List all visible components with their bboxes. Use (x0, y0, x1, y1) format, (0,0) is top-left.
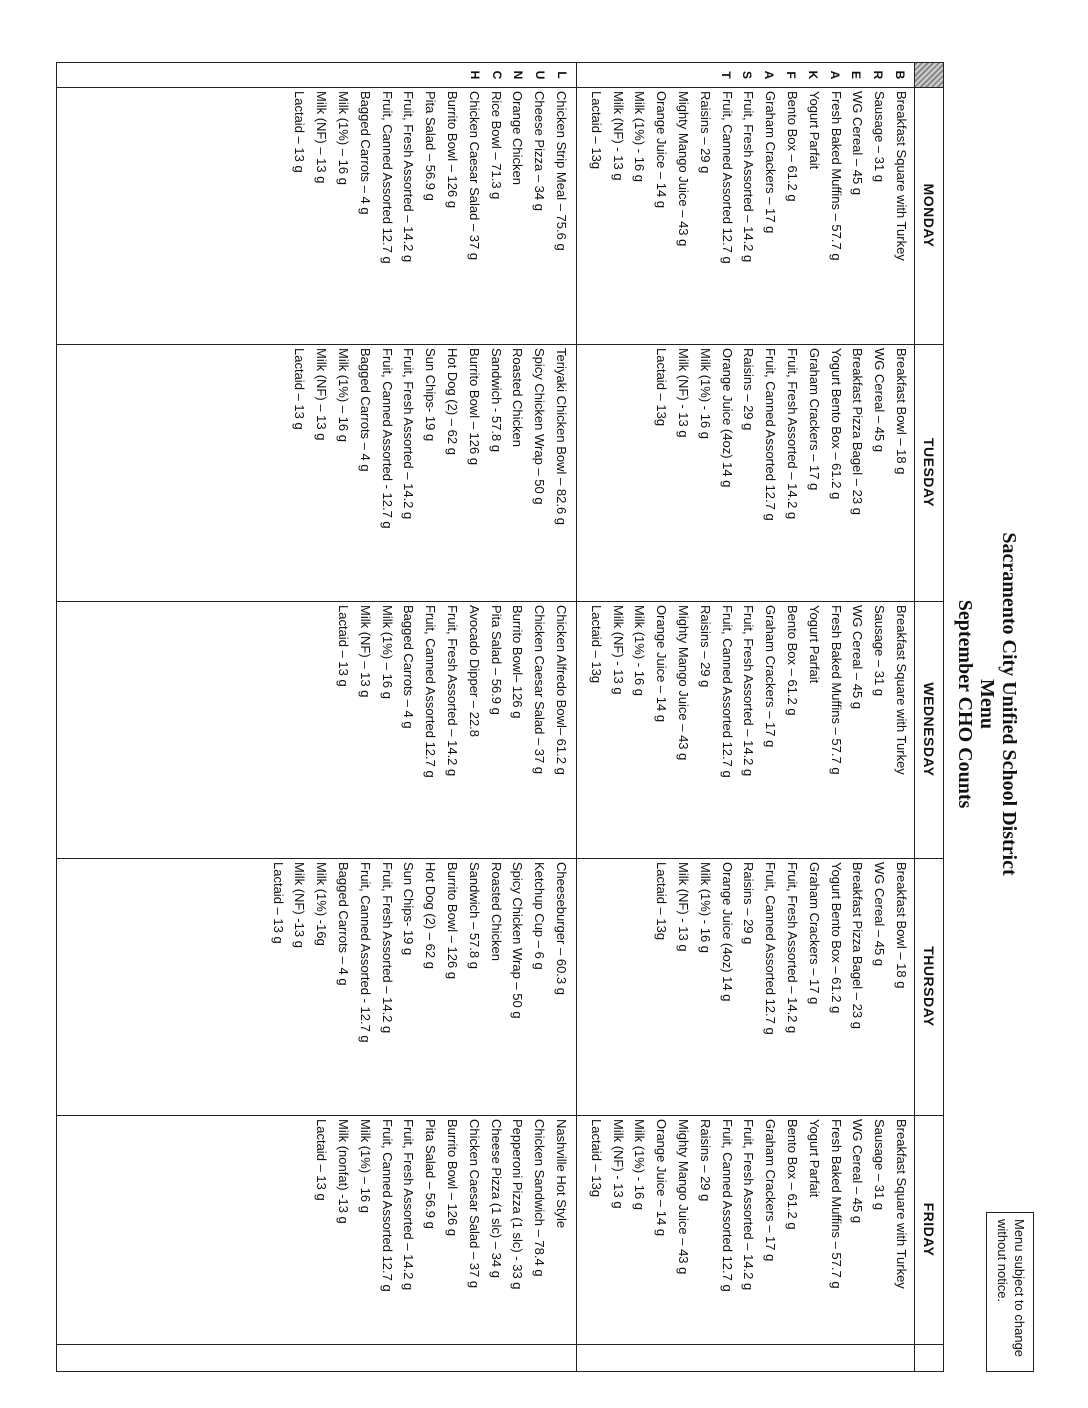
menu-item: Fruit, Canned Assorted 12.7 g (719, 605, 735, 778)
menu-item: Breakfast Square with Turkey (894, 1119, 909, 1289)
lunch-cell-friday (310, 1119, 572, 1292)
menu-item: Sausage – 31 g (872, 1119, 888, 1211)
menu-item: Chicken Caesar Salad – 37 g (466, 91, 482, 261)
menu-item: Sausage – 31 g (872, 605, 888, 697)
menu-item: Bagged Carrots – 4 g (357, 91, 373, 215)
menu-item: Fruit, Canned Assorted 12.7 g (763, 862, 779, 1035)
menu-item: Milk (NF) – 13 g (314, 348, 330, 441)
menu-item: Teriyaki Chicken Bowl – 82.6 g (554, 348, 569, 526)
menu-item: Lactaid – 13 g (336, 605, 352, 687)
breakfast-cell-friday (585, 1119, 912, 1292)
menu-item: Bagged Carrots – 4 g (401, 605, 417, 729)
side-letter: B (893, 70, 907, 80)
menu-item: Orange Juice – 14 g (654, 1119, 670, 1237)
menu-item: Bento Box – 61.2 g (785, 91, 801, 202)
menu-item: Orange Juice – 14 g (654, 91, 670, 209)
menu-item: Avocado Dipper – 22.8 (466, 605, 482, 738)
menu-item: Fruit, Canned Assorted 12.7 g (379, 1119, 395, 1292)
menu-item: Graham Crackers – 17 g (806, 862, 822, 1005)
menu-item: Graham Crackers – 17 g (763, 91, 779, 234)
menu-item: Raisins – 29 g (741, 348, 757, 431)
menu-item: Orange Juice (4oz) 14 g (719, 862, 735, 1002)
menu-item: Milk (NF) - 13 g (676, 348, 692, 438)
menu-item: Milk (NF) – 13 g (357, 605, 373, 698)
menu-item: Lactaid – 13g (654, 862, 670, 941)
lunch-side-label (463, 63, 572, 87)
menu-item: Fruit, Canned Assorted 12.7 g (379, 91, 395, 264)
menu-item: Sun Chips- 19 g (423, 348, 439, 442)
menu-item: Breakfast Bowl – 18 g (894, 348, 909, 475)
menu-item: Milk (1%) - 16 g (697, 348, 713, 440)
menu-item: Fruit, Fresh Assorted – 14.2 g (741, 91, 757, 263)
side-letter: L (555, 71, 569, 79)
menu-item: Milk (NF) - 13 g (676, 862, 692, 952)
menu-item: Yogurt Parfait (806, 1119, 822, 1198)
menu-item: Bagged Carrots – 4 g (336, 862, 352, 986)
menu-item: Raisins – 29 g (697, 91, 713, 174)
menu-item: Orange Chicken (510, 91, 526, 185)
menu-item: Fresh Baked Muffins – 57.7 g (828, 91, 844, 261)
side-letter: S (740, 70, 755, 79)
menu-item: Roasted Chicken (488, 862, 504, 961)
side-letter: R (871, 70, 886, 80)
menu-grid (56, 62, 944, 1372)
menu-item: Sausage – 31 g (872, 91, 888, 183)
menu-item: Breakfast Pizza Bagel – 23 g (850, 862, 866, 1029)
menu-item: Fruit, Fresh Assorted – 14.2 g (401, 91, 417, 263)
side-letter: T (718, 71, 733, 79)
menu-item: Hot Dog (2) – 62 g (445, 348, 461, 455)
menu-item: Fruit, Fresh Assorted – 14.2 g (741, 1119, 757, 1291)
menu-item: Fruit, Canned Assorted - 12.7 g (357, 862, 373, 1043)
menu-item: Fruit, Canned Assorted 12.7 g (719, 1119, 735, 1292)
day-header-thursday: THURSDAY (921, 946, 937, 1027)
menu-item: Bento Box – 61.2 g (785, 1119, 801, 1230)
menu-item: Breakfast Square with Turkey (894, 91, 909, 261)
breakfast-cell-thursday (650, 862, 912, 1035)
lunch-cell-thursday (267, 862, 572, 1043)
menu-item: Bagged Carrots – 4 g (357, 348, 373, 472)
side-letter: K (805, 70, 820, 80)
menu-item: Burrito Bowl – 126 g (466, 348, 482, 466)
menu-item: Pita Salad – 56.9 g (423, 91, 439, 201)
breakfast-cell-tuesday (650, 348, 912, 521)
menu-item: Lactaid – 13g (588, 91, 604, 170)
menu-item: Burrito Bowl – 126 g (445, 862, 461, 980)
menu-item: Fruit, Canned Assorted - 12.7 g (379, 348, 395, 529)
lunch-cell-wednesday (332, 605, 572, 778)
menu-item: Breakfast Square with Turkey (894, 605, 909, 775)
side-letter: H (467, 70, 482, 80)
menu-item: Milk (nonfat) -13 g (336, 1119, 352, 1224)
menu-item: Lactaid – 13 g (292, 91, 308, 173)
column-divider (57, 858, 943, 859)
menu-item: Yogurt Bento Box – 61.2 g (828, 862, 844, 1014)
meal-divider (576, 63, 577, 1371)
menu-item: Milk (1%) - 16 g (632, 605, 648, 697)
menu-item: Milk (1%) - 16 g (697, 862, 713, 954)
menu-item: Orange Juice – 14 g (654, 605, 670, 723)
menu-item: Lactaid – 13g (588, 1119, 604, 1198)
menu-item: Lactaid – 13g (654, 348, 670, 427)
side-letter: F (784, 71, 799, 79)
menu-item: Milk (NF) - 13 g (610, 605, 626, 695)
menu-item: Burrito Bowl– 126 g (510, 605, 526, 719)
menu-item: Milk (NF) – 13 g (314, 91, 330, 184)
menu-item: Milk (NF) -13 g (292, 862, 308, 948)
month-title: September CHO Counts (954, 599, 976, 809)
column-divider (57, 1115, 943, 1116)
menu-item: Milk (1%) -16g (314, 862, 330, 946)
menu-item: Rice Bowl – 71.3 g (488, 91, 504, 200)
menu-item: Breakfast Bowl – 18 g (894, 862, 909, 989)
menu-item: Nashville Hot Style (554, 1119, 569, 1229)
day-header-friday: FRIDAY (921, 1202, 937, 1257)
menu-item: WG Cereal – 45 g (850, 91, 866, 196)
menu-item: Raisins – 29 g (741, 862, 757, 945)
menu-item: Fresh Baked Muffins – 57.7 g (828, 1119, 844, 1289)
lunch-cell-tuesday (289, 348, 572, 529)
change-notice: Menu subject to change without notice. (986, 1212, 1034, 1372)
side-letter: N (511, 70, 526, 80)
side-letter: A (762, 70, 777, 80)
menu-item: Pepperoni Pizza (1 slc) - 33 g (510, 1119, 526, 1290)
menu-item: Fruit, Fresh Assorted – 14.2 g (379, 862, 395, 1034)
menu-item: Graham Crackers – 17 g (763, 1119, 779, 1262)
menu-item: Orange Juice (4oz) 14 g (719, 348, 735, 488)
menu-item: Hot Dog (2) – 62 g (423, 862, 439, 969)
menu-item: Milk (1%) – 16 g (336, 348, 352, 442)
menu-item: WG Cereal – 45 g (872, 862, 888, 967)
lunch-cell-monday (289, 91, 572, 264)
menu-item: Pita Salad – 56.9 g (488, 605, 504, 715)
side-letter: U (533, 70, 548, 80)
menu-item: Chicken Alfredo Bowl– 61.2 g (554, 605, 569, 775)
menu-item: Burrito Bowl – 126 g (445, 1119, 461, 1237)
menu-item: Lactaid – 13 g (292, 348, 308, 430)
menu-item: Pita Salad – 56.9 g (423, 1119, 439, 1229)
side-letter: E (849, 70, 864, 79)
breakfast-cell-wednesday (585, 605, 912, 778)
menu-item: Graham Crackers – 17 g (806, 348, 822, 491)
menu-title: Menu (976, 679, 998, 729)
menu-item: Fruit, Canned Assorted 12.7 g (763, 348, 779, 521)
menu-item: WG Cereal – 45 g (850, 605, 866, 710)
menu-item: WG Cereal – 45 g (850, 1119, 866, 1224)
menu-item: Milk (NF) - 13 g (610, 91, 626, 181)
menu-item: Raisins – 29 g (697, 1119, 713, 1202)
menu-item: Lactaid – 13 g (314, 1119, 330, 1201)
menu-item: Fruit, Fresh Assorted – 14.2 g (785, 348, 801, 520)
side-letter: A (827, 70, 842, 80)
side-column-divider (57, 87, 943, 88)
menu-item: Chicken Strip Meal – 75.6 g (554, 91, 569, 251)
menu-item: WG Cereal – 45 g (872, 348, 888, 453)
menu-item: Fruit, Fresh Assorted – 14.2 g (401, 348, 417, 520)
menu-item: Chicken Caesar Salad – 37 g (466, 1119, 482, 1289)
menu-item: Milk (1%) – 16 g (379, 605, 395, 699)
day-header-monday: MONDAY (921, 183, 937, 248)
day-header-tuesday: TUESDAY (921, 437, 937, 508)
district-title: Sacramento City Unified School District (998, 532, 1020, 876)
breakfast-side-label (714, 63, 910, 87)
menu-item: Sun Chips- 19 g (401, 862, 417, 956)
menu-item: Raisins – 29 g (697, 605, 713, 688)
day-header-wednesday: WEDNESDAY (921, 682, 937, 777)
menu-item: Mighty Mango Juice – 43 g (676, 91, 692, 247)
menu-item: Spicy Chicken Wrap – 50 g (510, 862, 526, 1019)
menu-item: Fruit, Fresh Assorted – 14.2 g (785, 862, 801, 1034)
menu-item: Yogurt Bento Box – 61.2 g (828, 348, 844, 500)
menu-item: Milk (NF) - 13 g (610, 1119, 626, 1209)
menu-item: Fruit, Fresh Assorted – 14.2 g (741, 605, 757, 777)
menu-item: Sandwich – 57.8 g (466, 862, 482, 969)
menu-item: Mighty Mango Juice – 43 g (676, 605, 692, 761)
menu-item: Milk (1%) – 16 g (357, 1119, 373, 1213)
menu-item: Yogurt Parfait (806, 91, 822, 170)
menu-item: Fresh Baked Muffins – 57.7 g (828, 605, 844, 775)
menu-item: Graham Crackers – 17 g (763, 605, 779, 748)
header-corner (915, 63, 943, 87)
menu-item: Chicken Sandwich – 78.4 g (532, 1119, 548, 1277)
menu-item: Lactaid – 13g (588, 605, 604, 684)
column-divider (57, 344, 943, 345)
menu-item: Bento Box – 61.2 g (785, 605, 801, 716)
menu-item: Burrito Bowl – 126 g (445, 91, 461, 209)
column-divider (57, 601, 943, 602)
menu-item: Milk (1%) - 16 g (632, 91, 648, 183)
menu-item: Mighty Mango Juice – 43 g (676, 1119, 692, 1275)
side-letter: C (489, 70, 504, 80)
menu-item: Breakfast Pizza Bagel – 23 g (850, 348, 866, 515)
menu-item: Fruit, Canned Assorted 12.7 g (719, 91, 735, 264)
menu-item: Roasted Chicken (510, 348, 526, 447)
menu-item: Fruit, Fresh Assorted – 14.2 g (445, 605, 461, 777)
menu-item: Milk (1%) – 16 g (336, 91, 352, 185)
menu-item: Chicken Caesar Salad – 37 g (532, 605, 548, 775)
menu-item: Sandwich - 57.8 g (488, 348, 504, 453)
menu-item: Cheese Pizza – 34 g (532, 91, 548, 211)
menu-item: Fruit, Canned Assorted 12.7 g (423, 605, 439, 778)
side-column-divider (57, 1344, 943, 1345)
menu-item: Fruit, Fresh Assorted – 14.2 g (401, 1119, 417, 1291)
menu-item: Cheeseburger – 60.3 g (554, 862, 569, 995)
menu-item: Milk (1%) - 16 g (632, 1119, 648, 1211)
menu-item: Yogurt Parfait (806, 605, 822, 684)
breakfast-cell-monday (585, 91, 912, 264)
menu-item: Spicy Chicken Wrap – 50 g (532, 348, 548, 505)
menu-item: Lactaid – 13 g (270, 862, 286, 944)
menu-item: Cheese Pizza (1 slc) – 34 g (488, 1119, 504, 1278)
menu-item: Ketchup Cup – 6 g (532, 862, 548, 970)
